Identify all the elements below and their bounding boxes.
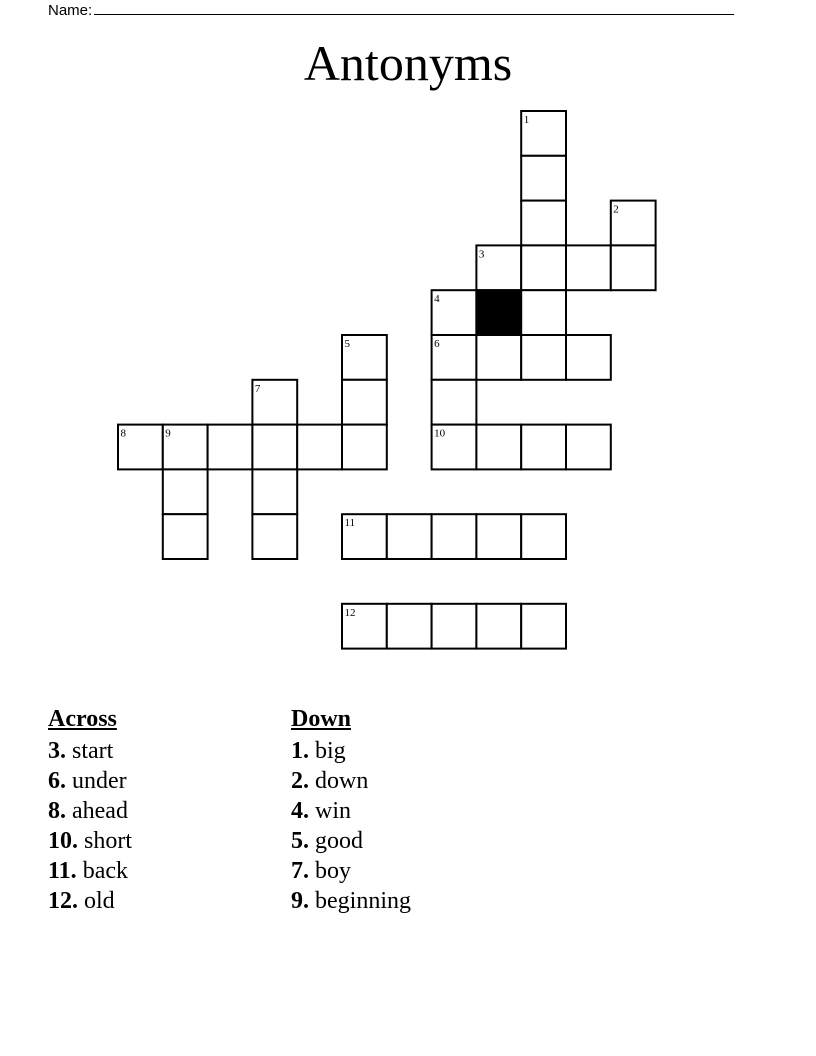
clue-number: 10. — [48, 828, 78, 854]
clue-text: boy — [315, 858, 351, 884]
cell-square[interactable] — [521, 201, 566, 246]
clue-number: 5. — [291, 828, 309, 854]
crossword-cell[interactable] — [163, 469, 208, 514]
crossword-cell[interactable] — [521, 245, 566, 290]
cell-number: 10 — [434, 427, 446, 440]
crossword-cell[interactable] — [297, 425, 342, 470]
clue-number: 4. — [291, 798, 309, 824]
down-clue — [291, 736, 411, 766]
cell-square[interactable] — [387, 604, 432, 649]
crossword-cell[interactable] — [476, 514, 521, 559]
crossword-cell[interactable] — [566, 425, 611, 470]
cell-square[interactable] — [252, 469, 297, 514]
clue-text: big — [315, 738, 346, 764]
crossword-cell[interactable] — [432, 290, 477, 335]
down-clue — [291, 856, 411, 886]
clue-text: good — [315, 828, 363, 854]
cell-square[interactable] — [476, 425, 521, 470]
crossword-cell[interactable] — [208, 425, 253, 470]
cell-square[interactable] — [342, 380, 387, 425]
crossword-cell[interactable] — [432, 425, 477, 470]
cell-square[interactable] — [163, 469, 208, 514]
clue-text: beginning — [315, 888, 411, 914]
cell-square[interactable] — [521, 514, 566, 559]
crossword-cell[interactable] — [521, 111, 566, 156]
cell-number: 4 — [434, 293, 440, 306]
crossword-cell[interactable] — [521, 604, 566, 649]
clue-text: short — [84, 828, 132, 854]
across-clue — [48, 856, 132, 886]
cell-square[interactable] — [521, 290, 566, 335]
down-clue — [291, 886, 411, 916]
clue-text: under — [72, 768, 127, 794]
cell-square[interactable] — [476, 514, 521, 559]
across-clue — [48, 826, 132, 856]
cell-square[interactable] — [476, 604, 521, 649]
name-label: Name: — [48, 2, 93, 19]
cell-square[interactable] — [611, 245, 656, 290]
across-clue — [48, 886, 132, 916]
crossword-cell[interactable] — [476, 335, 521, 380]
cell-number: 6 — [434, 338, 440, 350]
down-clue — [291, 796, 411, 826]
clue-number: 2. — [291, 768, 309, 794]
clue-number: 7. — [291, 858, 309, 884]
crossword-cell[interactable] — [387, 604, 432, 649]
across-clue — [48, 766, 132, 796]
down-clue — [291, 826, 411, 856]
cell-number: 1 — [523, 114, 530, 126]
clue-number: 9. — [291, 888, 309, 914]
cell-square[interactable] — [521, 156, 566, 201]
cell-square[interactable] — [297, 425, 342, 470]
across-clues — [48, 704, 132, 916]
crossword-cell[interactable] — [432, 335, 477, 380]
cell-square[interactable] — [566, 335, 611, 380]
cell-square[interactable] — [208, 425, 253, 470]
crossword-cell[interactable] — [611, 201, 656, 246]
crossword-cell[interactable] — [476, 604, 521, 649]
across-clue — [48, 796, 132, 826]
clue-number: 3. — [48, 738, 66, 764]
crossword-cell[interactable] — [566, 335, 611, 380]
across-clue — [48, 736, 132, 766]
cell-number: 8 — [120, 427, 126, 440]
cell-square[interactable] — [521, 245, 566, 290]
crossword-cell[interactable] — [342, 604, 387, 649]
cell-square[interactable] — [252, 425, 297, 470]
clue-text: old — [84, 888, 115, 914]
crossword-cell[interactable] — [521, 201, 566, 246]
down-heading: Down — [291, 706, 352, 732]
crossword-cell[interactable] — [521, 156, 566, 201]
crossword-cell[interactable] — [432, 604, 477, 649]
cell-square[interactable] — [432, 604, 477, 649]
cell-number: 3 — [478, 248, 485, 261]
clue-number: 1. — [291, 738, 309, 764]
crossword-cell[interactable] — [342, 335, 387, 380]
cell-square[interactable] — [521, 604, 566, 649]
clue-text: down — [315, 768, 369, 794]
crossword-cell[interactable] — [163, 514, 208, 559]
crossword-cell[interactable] — [432, 380, 477, 425]
crossword-cell[interactable] — [611, 245, 656, 290]
crossword-cell[interactable] — [521, 514, 566, 559]
cell-number: 9 — [165, 427, 171, 440]
crossword-cell[interactable] — [476, 245, 521, 290]
cell-square[interactable] — [521, 335, 566, 380]
cell-square[interactable] — [432, 514, 477, 559]
crossword-cell[interactable] — [521, 290, 566, 335]
cell-square[interactable] — [566, 245, 611, 290]
crossword-cell[interactable] — [252, 425, 297, 470]
cell-square[interactable] — [163, 514, 208, 559]
crossword-cell[interactable] — [387, 514, 432, 559]
cell-number: 11 — [344, 517, 356, 530]
down-clue — [291, 766, 411, 796]
across-heading: Across — [48, 706, 117, 732]
clue-text: start — [72, 738, 114, 764]
clue-text: win — [315, 798, 351, 824]
clue-text: back — [82, 858, 128, 884]
cell-number: 12 — [344, 606, 356, 619]
clue-number: 6. — [48, 768, 66, 794]
blocked-square — [476, 290, 521, 335]
crossword-cell[interactable] — [432, 514, 477, 559]
crossword-cell[interactable] — [252, 514, 297, 559]
blocked-cell — [476, 290, 521, 335]
cell-square[interactable] — [387, 514, 432, 559]
cell-number: 7 — [254, 382, 261, 395]
crossword-cell[interactable] — [342, 514, 387, 559]
crossword-cell[interactable] — [566, 245, 611, 290]
clue-number: 8. — [48, 798, 66, 824]
crossword-cell[interactable] — [342, 425, 387, 470]
crossword-cell[interactable] — [476, 425, 521, 470]
cell-square[interactable] — [521, 425, 566, 470]
cell-number: 2 — [613, 203, 619, 216]
crossword-cell[interactable] — [118, 425, 163, 470]
crossword-cell[interactable] — [342, 380, 387, 425]
cell-square[interactable] — [476, 335, 521, 380]
cell-square[interactable] — [342, 425, 387, 470]
down-clues — [291, 704, 411, 916]
crossword-cell[interactable] — [163, 425, 208, 470]
clue-text: ahead — [72, 798, 128, 824]
cell-square[interactable] — [252, 514, 297, 559]
clue-number: 12. — [48, 888, 78, 914]
crossword-cell[interactable] — [521, 425, 566, 470]
crossword-cell[interactable] — [521, 335, 566, 380]
clue-number: 11. — [48, 858, 77, 884]
page-title: Antonyms — [303, 35, 513, 91]
crossword-cell[interactable] — [252, 469, 297, 514]
cell-square[interactable] — [432, 380, 477, 425]
crossword-cell[interactable] — [252, 380, 297, 425]
cell-square[interactable] — [566, 425, 611, 470]
cell-number: 5 — [344, 338, 350, 350]
